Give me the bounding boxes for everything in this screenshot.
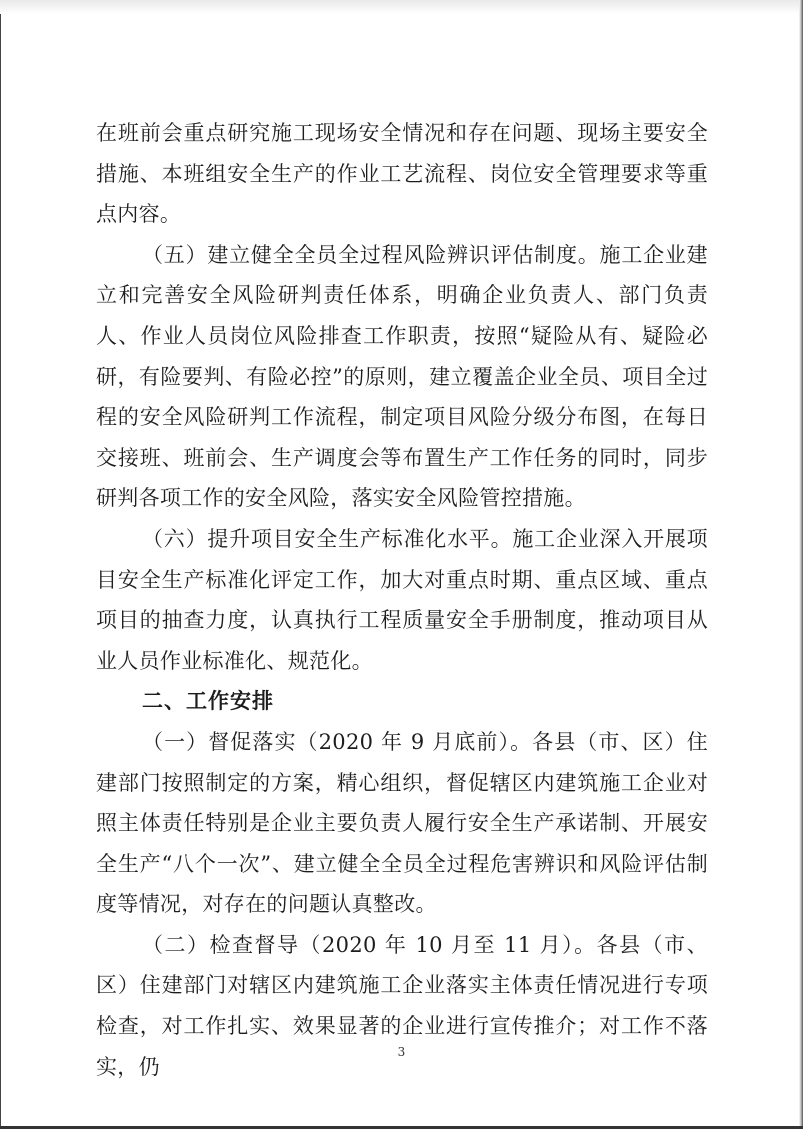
section-heading: 二、工作安排	[142, 689, 274, 714]
paragraph-item-5: （五）建立健全全员全过程风险辨识评估制度。施工企业建立和完善安全风险研判责任体系，明确企业负责人、部门负责人、作业人员岗位风险排查工作职责，按照“疑险从有、疑险必研，有险要判、有险必控”的原则，建立覆盖企业全员、项目全过程的安全风险研判工作流程，制定项目风险分级分布图，在每日交接班、班前会、生产调度会等布置生产工作任务的同时，同步研判各项工作的安全风险，落实安全风险管控措施。	[96, 242, 708, 511]
scan-edge-right	[799, 0, 803, 1129]
paragraph-item-6: （六）提升项目安全生产标准化水平。施工企业深入开展项目安全生产标准化评定工作，加大对重点时期、重点区域、重点项目的抽查力度，认真执行工程质量安全手册制度，推动项目从业人员作业标准化、规范化。	[96, 526, 708, 673]
scan-edge-top	[0, 0, 803, 14]
paragraph-step-2: （二）检查督导（2020 年 10 月至 11 月）。各县（市、区）住建部门对辖区内建筑施工企业落实主体责任情况进行专项检查，对工作扎实、效果显著的企业进行宣传推介；对工作不落实，仍	[96, 932, 708, 1079]
document-body	[96, 113, 708, 1087]
page-number: 3	[397, 1045, 406, 1059]
paragraph-step-1: （一）督促落实（2020 年 9 月底前）。各县（市、区）住建部门按照制定的方案，精心组织，督促辖区内建筑施工企业对照主体责任特别是企业主要负责人履行安全生产承诺制、开展安全生产“八个一次”、建立健全全员全过程危害辨识和风险评估制度等情况，对存在的问题认真整改。	[96, 729, 708, 917]
paragraph-continuation: 在班前会重点研究施工现场安全情况和存在问题、现场主要安全措施、本班组安全生产的作业工艺流程、岗位安全管理要求等重点内容。	[96, 121, 708, 227]
